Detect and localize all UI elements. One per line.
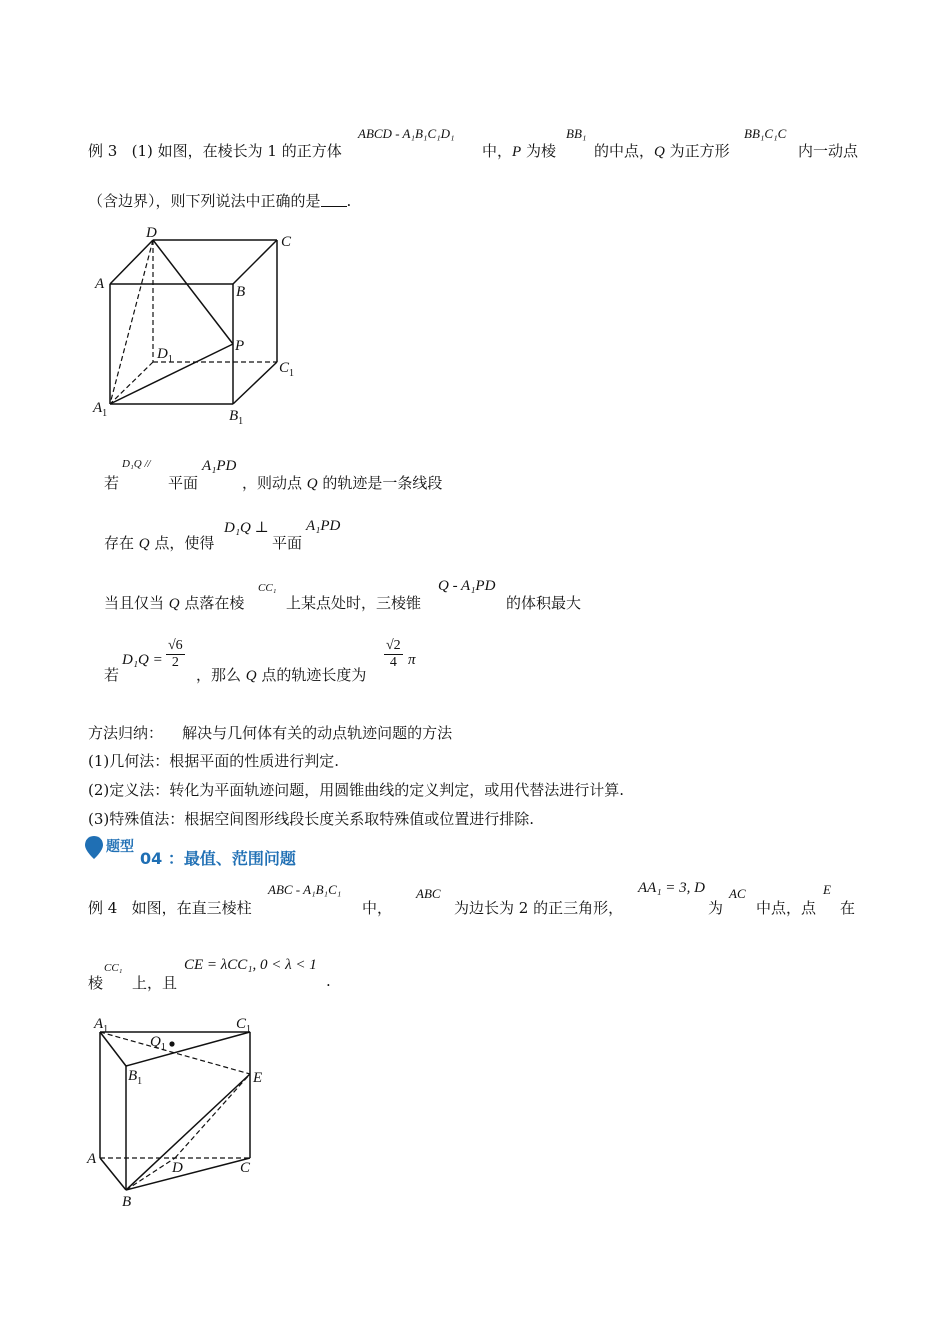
segment-da1 (110, 240, 153, 404)
text: . (346, 192, 352, 210)
point-p: P (512, 144, 522, 160)
text: 如图，在棱长为 1 的正方体 (157, 142, 342, 160)
label-b1: $B_1$ (229, 408, 244, 427)
text: 的中点， (594, 142, 655, 160)
edge-b1c1 (126, 1032, 250, 1066)
edge-ab (100, 1158, 126, 1190)
method-title: 方法归纳： (88, 724, 164, 742)
pi-symbol: π (408, 652, 416, 668)
text: 点，使得 (154, 534, 215, 552)
point-q: Q (168, 596, 180, 612)
label-b: B (122, 1194, 132, 1210)
method-item-2: (2)定义法：转化为平面轨迹问题，用圆锥曲线的定义判定，或用代替法进行计算. (88, 781, 625, 799)
example4-h: 上，且 (132, 974, 178, 992)
text: 若 (104, 666, 120, 684)
example4-c: 为边长为 2 的正三角形， (454, 899, 624, 917)
cube-name: ABCD - A₁B₁C₁D₁ (358, 126, 455, 141)
label-a: A (87, 1151, 97, 1167)
segment-bd (126, 1158, 175, 1190)
label-d1: $D_1$ (157, 346, 173, 365)
edge-bc (126, 1158, 250, 1190)
fraction-sqrt2-over-4 (384, 638, 403, 671)
example3-line2 (88, 190, 351, 211)
statement-3-math2: Q - A₁PD (438, 578, 496, 594)
point-q: Q (654, 144, 665, 160)
edge-c1b1 (233, 362, 277, 404)
cube-figure (85, 222, 305, 432)
section-title (140, 846, 296, 869)
edge-cc1: CC₁ (104, 962, 123, 974)
answer-blank[interactable] (321, 194, 347, 207)
example3-line1-b (482, 140, 556, 161)
statement-2-math2: A₁PD (306, 518, 341, 534)
statement-3-rest: 上某点处时，三棱锥 (286, 594, 422, 612)
method-item-3: (3)特殊值法：根据空间图形线段长度关系取特殊值或位置进行排除. (88, 810, 535, 828)
denominator: 4 (389, 655, 397, 670)
statement-1[interactable] (104, 472, 119, 493)
statement-4-math1: D₁Q = (122, 652, 163, 668)
edge-d1a1 (110, 362, 153, 404)
statement-4[interactable] (104, 664, 119, 685)
segment-ac: AC (729, 886, 746, 901)
prism-name: ABC - A₁B₁C₁ (268, 882, 342, 897)
label-q1: $Q_1$ (150, 1034, 166, 1053)
text: 当且仅当 (104, 594, 165, 612)
point-q: Q (306, 476, 318, 492)
label-b1: $B_1$ (128, 1068, 143, 1087)
label-p: P (235, 338, 245, 354)
statement-4-rest (196, 664, 366, 685)
segment-be (126, 1074, 250, 1190)
text: 点的轨迹长度为 (261, 666, 367, 684)
segment-a1p (110, 344, 233, 404)
text: ，那么 (196, 666, 242, 684)
label-c1: $C_1$ (236, 1016, 252, 1035)
label-d: D (172, 1160, 183, 1176)
label-c1: $C_1$ (279, 360, 295, 379)
statement-2-math1: D₁Q ⊥ (224, 520, 269, 536)
point-q: Q (245, 668, 257, 684)
text: 为棱 (525, 142, 556, 160)
label-c: C (240, 1160, 251, 1176)
label-a1: $A_1$ (93, 400, 108, 419)
example3-line1 (88, 140, 342, 161)
method-subtitle: 解决与几何体有关的动点轨迹问题的方法 (182, 724, 453, 742)
text: ，则动点 (242, 474, 303, 492)
example4-e: 中点，点 (756, 899, 817, 917)
section-label: 题型 (106, 839, 134, 855)
square-name: BB₁C₁C (744, 126, 787, 141)
label-a1: $A_1$ (94, 1016, 109, 1035)
text: （含边界），则下列说法中正确的是 (88, 192, 321, 210)
text: 为正方形 (669, 142, 730, 160)
edge-bb1: BB₁ (566, 126, 587, 141)
segment-dp (153, 240, 233, 344)
example4-f: 在 (840, 899, 856, 917)
edge-ad (110, 240, 153, 284)
statement-1-rest (242, 472, 442, 493)
example3-line1-f: 内一动点 (798, 142, 859, 160)
example3-prefix: 例 3 (88, 142, 118, 160)
label-c: C (281, 234, 292, 250)
numerator: √6 (168, 638, 183, 653)
section-title-text: ：最值、范围问题 (167, 849, 296, 868)
text: 存在 (104, 534, 135, 552)
text: 点落在棱 (184, 594, 245, 612)
statement-1-math2: A₁PD (202, 458, 237, 474)
denominator: 2 (171, 655, 179, 670)
example3-part: (1) (131, 142, 153, 160)
statement-1-math1: D₁Q // (122, 458, 151, 470)
example4-b: 中， (362, 899, 393, 917)
location-pin-icon (84, 835, 104, 861)
statement-2[interactable] (104, 532, 214, 553)
statement-3-math1: CC₁ (258, 582, 277, 594)
method-heading (88, 722, 452, 743)
fraction-sqrt6-over-2 (166, 638, 185, 671)
example4-prefix: 例 4 (88, 899, 118, 917)
statement-2-plane: 平面 (272, 534, 303, 552)
point-e: E (823, 882, 831, 897)
example4-line2: 棱 (88, 974, 104, 992)
point-q: Q (138, 536, 150, 552)
statement-3[interactable] (104, 592, 244, 613)
edge-a1b1 (100, 1032, 126, 1066)
condition: CE = λCC₁, 0 < λ < 1 (184, 957, 317, 973)
label-a: A (95, 276, 105, 292)
label-b: B (236, 284, 246, 300)
text: 若 (104, 474, 120, 492)
text: 中， (482, 142, 513, 160)
segment-de (175, 1074, 250, 1158)
text: 如图，在直三棱柱 (131, 899, 252, 917)
section-number: 04 (140, 849, 163, 868)
label-d: D (146, 225, 157, 241)
label-e: E (253, 1070, 263, 1086)
aa1-equals: AA₁ = 3, D (638, 880, 705, 896)
example4-line1 (88, 897, 252, 918)
statement-3-end: 的体积最大 (506, 594, 582, 612)
method-item-1: (1)几何法：根据平面的性质进行判定. (88, 752, 340, 770)
example3-line1-c (594, 140, 730, 161)
example4-d: 为 (708, 899, 724, 917)
text: 的轨迹是一条线段 (322, 474, 443, 492)
prism-figure (82, 1010, 282, 1220)
point-q1 (169, 1041, 174, 1046)
statement-1-plane: 平面 (168, 474, 199, 492)
edge-cb (233, 240, 277, 284)
numerator: √2 (386, 638, 401, 653)
triangle-abc: ABC (416, 886, 441, 901)
example4-end: . (326, 972, 331, 990)
